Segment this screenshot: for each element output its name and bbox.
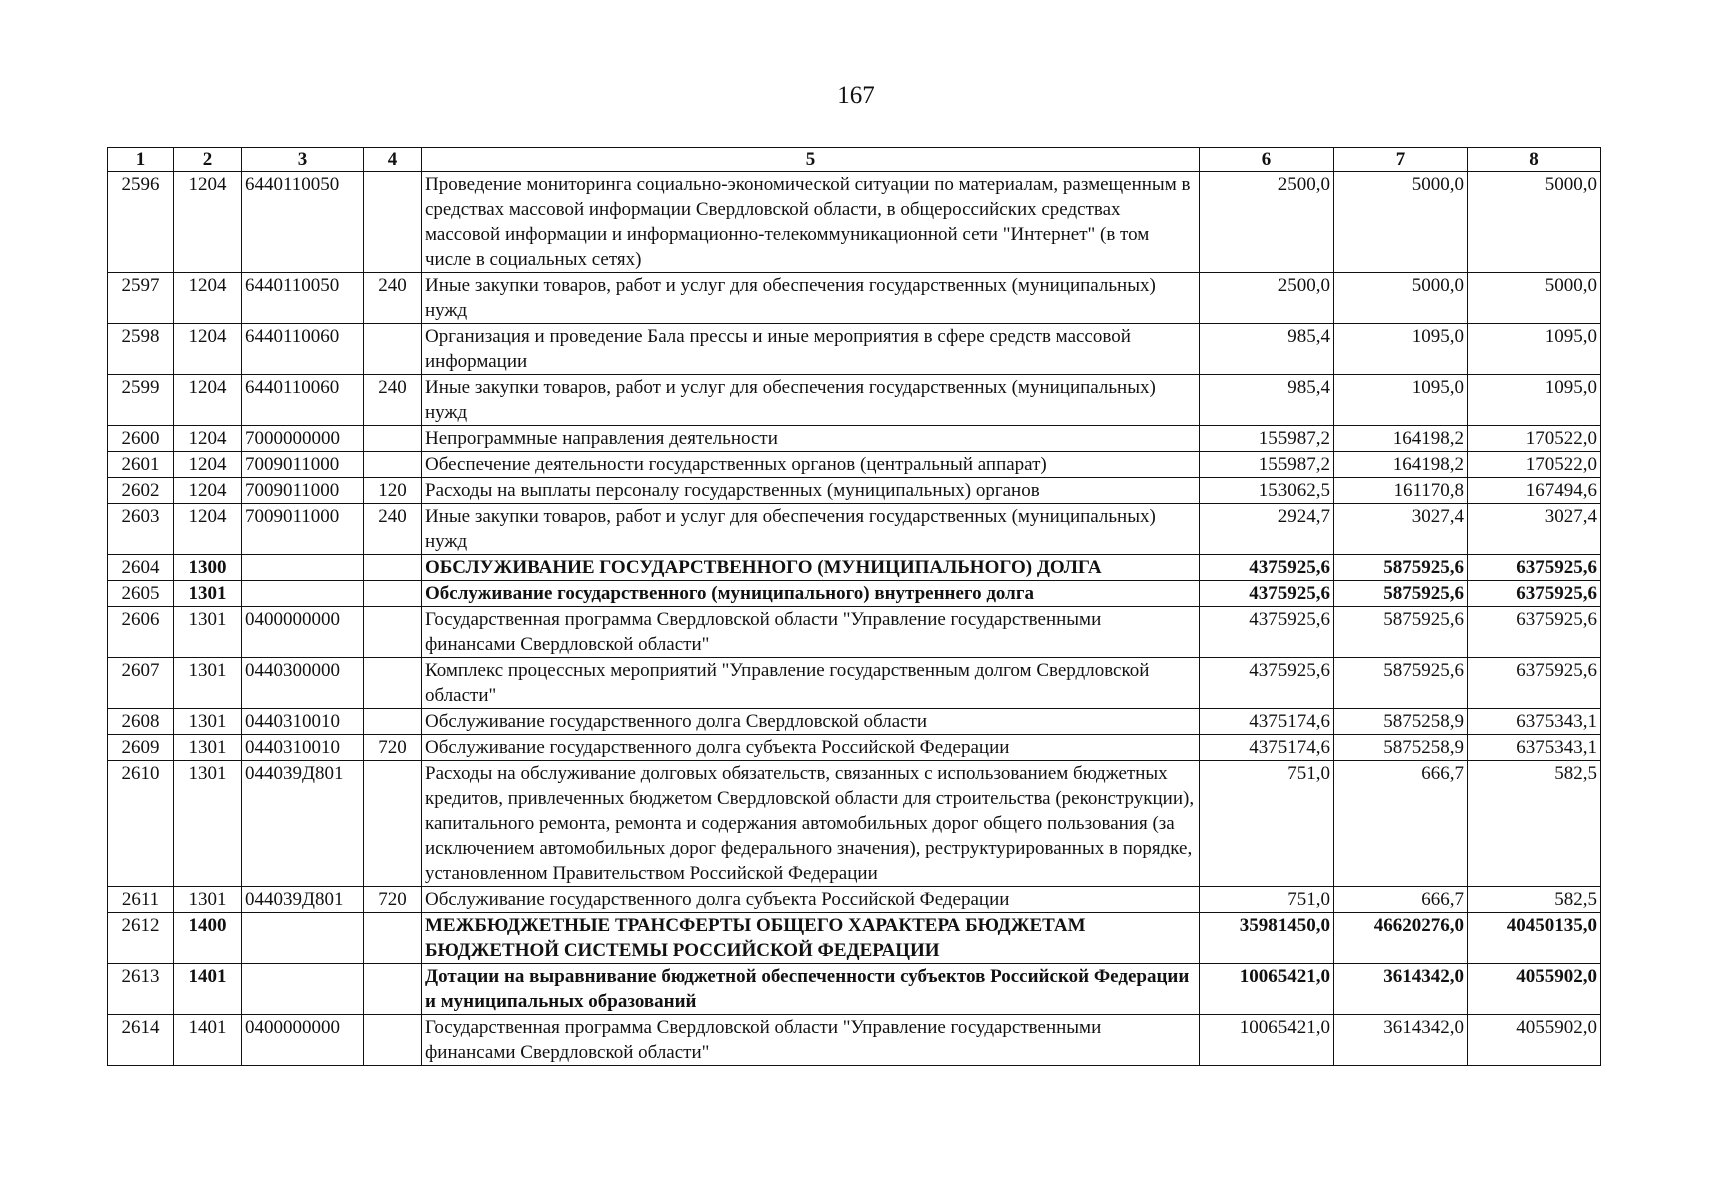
item-name-cell: Обслуживание государственного долга субъекта Российской Федерации [422,887,1200,913]
section-code-cell: 1301 [174,761,242,887]
amount-year1-cell: 751,0 [1200,761,1334,887]
amount-year1-cell: 2500,0 [1200,273,1334,324]
amount-year3-cell: 582,5 [1468,887,1601,913]
section-code-cell: 1204 [174,375,242,426]
header-cell: 1 [108,148,174,172]
target-article-cell: 6440110050 [242,172,364,273]
amount-year2-cell: 1095,0 [1334,375,1468,426]
item-name-cell: Государственная программа Свердловской области "Управление государственными финансами Свердловской области" [422,607,1200,658]
amount-year3-cell: 6375925,6 [1468,555,1601,581]
target-article-cell: 0440300000 [242,658,364,709]
item-name-cell: Непрограммные направления деятельности [422,426,1200,452]
table-row [108,709,1601,735]
row-number-cell: 2605 [108,581,174,607]
amount-year3-cell: 582,5 [1468,761,1601,887]
row-number-cell: 2613 [108,964,174,1015]
amount-year2-cell: 3614342,0 [1334,964,1468,1015]
section-code-cell: 1301 [174,607,242,658]
amount-year3-cell: 3027,4 [1468,504,1601,555]
amount-year2-cell: 3614342,0 [1334,1015,1468,1066]
table-row [108,1015,1601,1066]
item-name-cell: Расходы на обслуживание долговых обязательств, связанных с использованием бюджетных кредитов, привлеченных бюджетом Свердловской области для строительства (реконструкции), капитального ремонта, ремонта и содержания автомобильных дорог общего пользования (за исключением автомобильных дорог федерального значения), реструктурированных в порядке, установленном Правительством Российской Федерации [422,761,1200,887]
section-code-cell: 1204 [174,172,242,273]
section-code-cell: 1401 [174,1015,242,1066]
section-code-cell: 1401 [174,964,242,1015]
target-article-cell: 7000000000 [242,426,364,452]
item-name-cell: Иные закупки товаров, работ и услуг для обеспечения государственных (муниципальных) нужд [422,273,1200,324]
item-name-cell: Проведение мониторинга социально-экономической ситуации по материалам, размещенным в средствах массовой информации Свердловской области, в общероссийских средствах массовой информации и информационно-телекоммуникационной сети "Интернет" (в том числе в социальных сетях) [422,172,1200,273]
amount-year1-cell: 2924,7 [1200,504,1334,555]
amount-year2-cell: 5875925,6 [1334,581,1468,607]
amount-year2-cell: 5000,0 [1334,273,1468,324]
row-number-cell: 2610 [108,761,174,887]
row-number-cell: 2602 [108,478,174,504]
row-number-cell: 2614 [108,1015,174,1066]
amount-year2-cell: 5875258,9 [1334,735,1468,761]
amount-year2-cell: 46620276,0 [1334,913,1468,964]
amount-year2-cell: 5000,0 [1334,172,1468,273]
table-row [108,375,1601,426]
amount-year3-cell: 4055902,0 [1468,1015,1601,1066]
amount-year3-cell: 170522,0 [1468,426,1601,452]
amount-year2-cell: 1095,0 [1334,324,1468,375]
header-cell: 7 [1334,148,1468,172]
amount-year3-cell: 5000,0 [1468,273,1601,324]
expense-type-cell: 120 [364,478,422,504]
item-name-cell: Дотации на выравнивание бюджетной обеспеченности субъектов Российской Федерации и муниципальных образований [422,964,1200,1015]
section-code-cell: 1204 [174,324,242,375]
amount-year3-cell: 5000,0 [1468,172,1601,273]
table-row [108,478,1601,504]
row-number-cell: 2600 [108,426,174,452]
item-name-cell: Обслуживание государственного (муниципального) внутреннего долга [422,581,1200,607]
amount-year2-cell: 164198,2 [1334,426,1468,452]
section-code-cell: 1300 [174,555,242,581]
row-number-cell: 2612 [108,913,174,964]
section-code-cell: 1301 [174,581,242,607]
expense-type-cell [364,761,422,887]
header-cell: 5 [422,148,1200,172]
expense-type-cell: 240 [364,375,422,426]
section-code-cell: 1301 [174,658,242,709]
amount-year3-cell: 1095,0 [1468,375,1601,426]
amount-year1-cell: 4375925,6 [1200,555,1334,581]
row-number-cell: 2607 [108,658,174,709]
amount-year1-cell: 155987,2 [1200,426,1334,452]
expense-type-cell [364,324,422,375]
amount-year1-cell: 985,4 [1200,375,1334,426]
section-code-cell: 1204 [174,504,242,555]
target-article-cell: 0440310010 [242,735,364,761]
amount-year1-cell: 985,4 [1200,324,1334,375]
table-row [108,735,1601,761]
table-row [108,172,1601,273]
amount-year2-cell: 5875925,6 [1334,555,1468,581]
expense-type-cell [364,964,422,1015]
target-article-cell: 0440310010 [242,709,364,735]
amount-year2-cell: 5875925,6 [1334,607,1468,658]
amount-year1-cell: 2500,0 [1200,172,1334,273]
expense-type-cell: 240 [364,273,422,324]
amount-year1-cell: 35981450,0 [1200,913,1334,964]
amount-year3-cell: 6375925,6 [1468,581,1601,607]
section-code-cell: 1204 [174,452,242,478]
row-number-cell: 2601 [108,452,174,478]
table-row [108,504,1601,555]
header-cell: 8 [1468,148,1601,172]
item-name-cell: Иные закупки товаров, работ и услуг для обеспечения государственных (муниципальных) нужд [422,375,1200,426]
row-number-cell: 2603 [108,504,174,555]
row-number-cell: 2596 [108,172,174,273]
table-row [108,324,1601,375]
header-cell: 2 [174,148,242,172]
target-article-cell: 6440110050 [242,273,364,324]
table-row [108,887,1601,913]
amount-year1-cell: 751,0 [1200,887,1334,913]
item-name-cell: ОБСЛУЖИВАНИЕ ГОСУДАРСТВЕННОГО (МУНИЦИПАЛЬНОГО) ДОЛГА [422,555,1200,581]
expense-type-cell [364,658,422,709]
expense-type-cell: 240 [364,504,422,555]
target-article-cell: 044039Д801 [242,761,364,887]
row-number-cell: 2606 [108,607,174,658]
amount-year2-cell: 5875925,6 [1334,658,1468,709]
section-code-cell: 1400 [174,913,242,964]
table-row [108,964,1601,1015]
page-number: 167 [837,82,875,109]
row-number-cell: 2597 [108,273,174,324]
amount-year3-cell: 4055902,0 [1468,964,1601,1015]
amount-year1-cell: 155987,2 [1200,452,1334,478]
amount-year3-cell: 1095,0 [1468,324,1601,375]
section-code-cell: 1204 [174,273,242,324]
expense-type-cell: 720 [364,887,422,913]
amount-year2-cell: 5875258,9 [1334,709,1468,735]
amount-year1-cell: 10065421,0 [1200,1015,1334,1066]
amount-year2-cell: 3027,4 [1334,504,1468,555]
amount-year1-cell: 10065421,0 [1200,964,1334,1015]
table-row [108,658,1601,709]
amount-year3-cell: 6375343,1 [1468,735,1601,761]
target-article-cell [242,964,364,1015]
section-code-cell: 1301 [174,887,242,913]
table-row [108,581,1601,607]
amount-year2-cell: 666,7 [1334,887,1468,913]
expense-type-cell [364,172,422,273]
amount-year1-cell: 4375174,6 [1200,709,1334,735]
target-article-cell [242,913,364,964]
section-code-cell: 1301 [174,735,242,761]
amount-year1-cell: 4375925,6 [1200,607,1334,658]
section-code-cell: 1204 [174,426,242,452]
expense-type-cell: 720 [364,735,422,761]
expense-type-cell [364,426,422,452]
target-article-cell: 0400000000 [242,607,364,658]
item-name-cell: Обслуживание государственного долга Свердловской области [422,709,1200,735]
expense-type-cell [364,607,422,658]
item-name-cell: Организация и проведение Бала прессы и иные мероприятия в сфере средств массовой информации [422,324,1200,375]
row-number-cell: 2604 [108,555,174,581]
section-code-cell: 1204 [174,478,242,504]
target-article-cell: 6440110060 [242,324,364,375]
item-name-cell: Обеспечение деятельности государственных органов (центральный аппарат) [422,452,1200,478]
table-row [108,452,1601,478]
table-row [108,555,1601,581]
header-cell: 4 [364,148,422,172]
row-number-cell: 2598 [108,324,174,375]
target-article-cell: 7009011000 [242,504,364,555]
section-code-cell: 1301 [174,709,242,735]
expense-type-cell [364,709,422,735]
target-article-cell [242,555,364,581]
amount-year1-cell: 153062,5 [1200,478,1334,504]
budget-table [107,147,1601,1066]
target-article-cell [242,581,364,607]
amount-year3-cell: 167494,6 [1468,478,1601,504]
header-cell: 3 [242,148,364,172]
item-name-cell: МЕЖБЮДЖЕТНЫЕ ТРАНСФЕРТЫ ОБЩЕГО ХАРАКТЕРА БЮДЖЕТАМ БЮДЖЕТНОЙ СИСТЕМЫ РОССИЙСКОЙ ФЕДЕРАЦИИ [422,913,1200,964]
target-article-cell: 0400000000 [242,1015,364,1066]
table-row [108,273,1601,324]
table-row [108,607,1601,658]
row-number-cell: 2611 [108,887,174,913]
expense-type-cell [364,1015,422,1066]
amount-year3-cell: 40450135,0 [1468,913,1601,964]
amount-year1-cell: 4375925,6 [1200,581,1334,607]
target-article-cell: 044039Д801 [242,887,364,913]
target-article-cell: 7009011000 [242,478,364,504]
expense-type-cell [364,913,422,964]
row-number-cell: 2599 [108,375,174,426]
target-article-cell: 6440110060 [242,375,364,426]
amount-year1-cell: 4375174,6 [1200,735,1334,761]
expense-type-cell [364,452,422,478]
header-row [108,148,1601,172]
item-name-cell: Государственная программа Свердловской области "Управление государственными финансами Свердловской области" [422,1015,1200,1066]
amount-year1-cell: 4375925,6 [1200,658,1334,709]
item-name-cell: Обслуживание государственного долга субъекта Российской Федерации [422,735,1200,761]
amount-year3-cell: 6375343,1 [1468,709,1601,735]
amount-year3-cell: 170522,0 [1468,452,1601,478]
amount-year2-cell: 164198,2 [1334,452,1468,478]
expense-type-cell [364,555,422,581]
row-number-cell: 2608 [108,709,174,735]
header-cell: 6 [1200,148,1334,172]
amount-year2-cell: 161170,8 [1334,478,1468,504]
amount-year3-cell: 6375925,6 [1468,658,1601,709]
expense-type-cell [364,581,422,607]
table-row [108,913,1601,964]
amount-year3-cell: 6375925,6 [1468,607,1601,658]
amount-year2-cell: 666,7 [1334,761,1468,887]
item-name-cell: Расходы на выплаты персоналу государственных (муниципальных) органов [422,478,1200,504]
item-name-cell: Комплекс процессных мероприятий "Управление государственным долгом Свердловской области" [422,658,1200,709]
table-body [108,172,1601,1066]
item-name-cell: Иные закупки товаров, работ и услуг для обеспечения государственных (муниципальных) нужд [422,504,1200,555]
row-number-cell: 2609 [108,735,174,761]
table-row [108,426,1601,452]
target-article-cell: 7009011000 [242,452,364,478]
table-row [108,761,1601,887]
